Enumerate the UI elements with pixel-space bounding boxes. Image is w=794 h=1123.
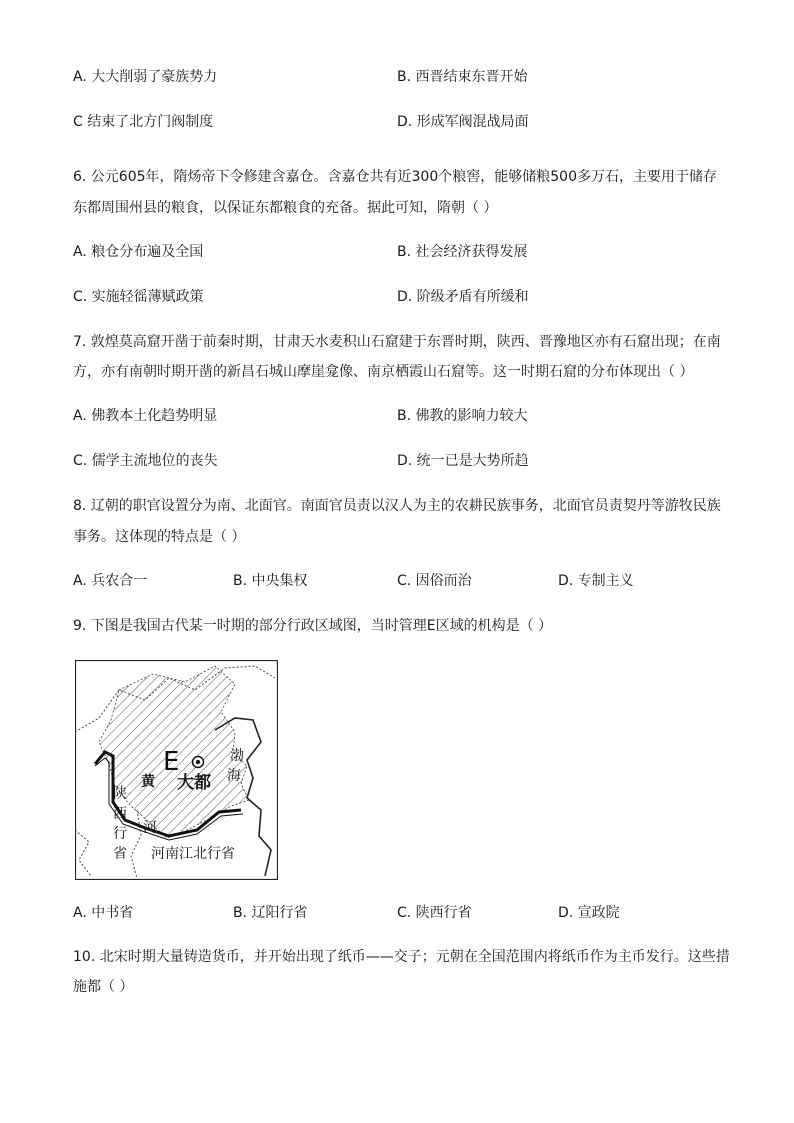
q9-stem-line-1: 9. 下图是我国古代某一时期的部分行政区域图，当时管理E区域的机构是（ ）: [73, 618, 553, 634]
q8-stem-line-2: 事务。这体现的特点是（ ）: [73, 529, 246, 545]
q6-option-d: D. 阶级矛盾有所缓和: [397, 289, 529, 305]
q6-option-b: B. 社会经济获得发展: [397, 244, 528, 260]
q6-option-c: C. 实施轻徭薄赋政策: [73, 289, 204, 305]
q6-stem-line-2: 东都周围州县的粮食，以保证东都粮食的充备。据此可知，隋朝（ ）: [73, 200, 498, 216]
q6-stem-line-1: 6. 公元605年，隋炀帝下令修建含嘉仓。含嘉仓共有近300个粮窖，能够储粮500多万石，主要用于储存: [73, 169, 717, 185]
q8-option-a: A. 兵农合一: [73, 573, 148, 589]
q5-option-c: C 结束了北方门阀制度: [73, 114, 214, 130]
q9-option-d: D. 宣政院: [558, 905, 620, 921]
q7-option-a: A. 佛教本土化趋势明显: [73, 408, 218, 424]
q5-option-b: B. 西晋结束东晋开始: [397, 69, 528, 85]
q10-stem-line-1: 10. 北宋时期大量铸造货币，并开始出现了纸币——交子；元朝在全国范围内将纸币作为主币发行。这些措: [73, 949, 730, 965]
q5-option-d: D. 形成军阀混战局面: [397, 114, 529, 130]
label-shaanxi-3: 行: [113, 826, 127, 842]
label-capital: 大都: [177, 773, 211, 793]
q9-option-b: B. 辽阳行省: [233, 905, 308, 921]
label-shaanxi-4: 省: [113, 846, 127, 862]
label-shaanxi-2: 西: [113, 806, 127, 822]
yuan-admin-map: [75, 660, 278, 880]
q9-option-a: A. 中书省: [73, 905, 134, 921]
q8-option-d: D. 专制主义: [558, 573, 634, 589]
q7-stem-line-1: 7. 敦煌莫高窟开凿于前秦时期，甘肃天水麦积山石窟建于东晋时期，陕西、晋豫地区亦有石窟出现；在南: [73, 334, 721, 350]
q7-option-d: D. 统一已是大势所趋: [397, 453, 529, 469]
q6-option-a: A. 粮仓分布遍及全国: [73, 244, 204, 260]
label-henan-jiangbei: 河南江北行省: [151, 846, 235, 862]
q7-option-b: B. 佛教的影响力较大: [397, 408, 528, 424]
label-bohai-1: 渤: [230, 748, 244, 764]
label-bohai-2: 海: [227, 768, 241, 784]
q5-option-a: A. 大大削弱了豪族势力: [73, 69, 218, 85]
q7-option-c: C. 儒学主流地位的丧失: [73, 453, 218, 469]
q8-option-c: C. 因俗而治: [397, 573, 472, 589]
label-shaanxi-1: 陕: [113, 786, 127, 802]
q8-option-b: B. 中央集权: [233, 573, 308, 589]
capital-dot: [196, 760, 200, 764]
label-e: E: [163, 747, 180, 777]
q8-stem-line-1: 8. 辽朝的职官设置分为南、北面官。南面官员责以汉人为主的农耕民族事务，北面官员责契丹等游牧民族: [73, 498, 721, 514]
label-he: 河: [143, 820, 157, 836]
q7-stem-line-2: 方，亦有南朝时期开凿的新昌石城山摩崖龛像、南京栖霞山石窟等。这一时期石窟的分布体现出（ ）: [73, 364, 694, 380]
q9-option-c: C. 陕西行省: [397, 905, 472, 921]
label-huang: 黄: [141, 774, 155, 790]
q10-stem-line-2: 施都（ ）: [73, 979, 134, 995]
